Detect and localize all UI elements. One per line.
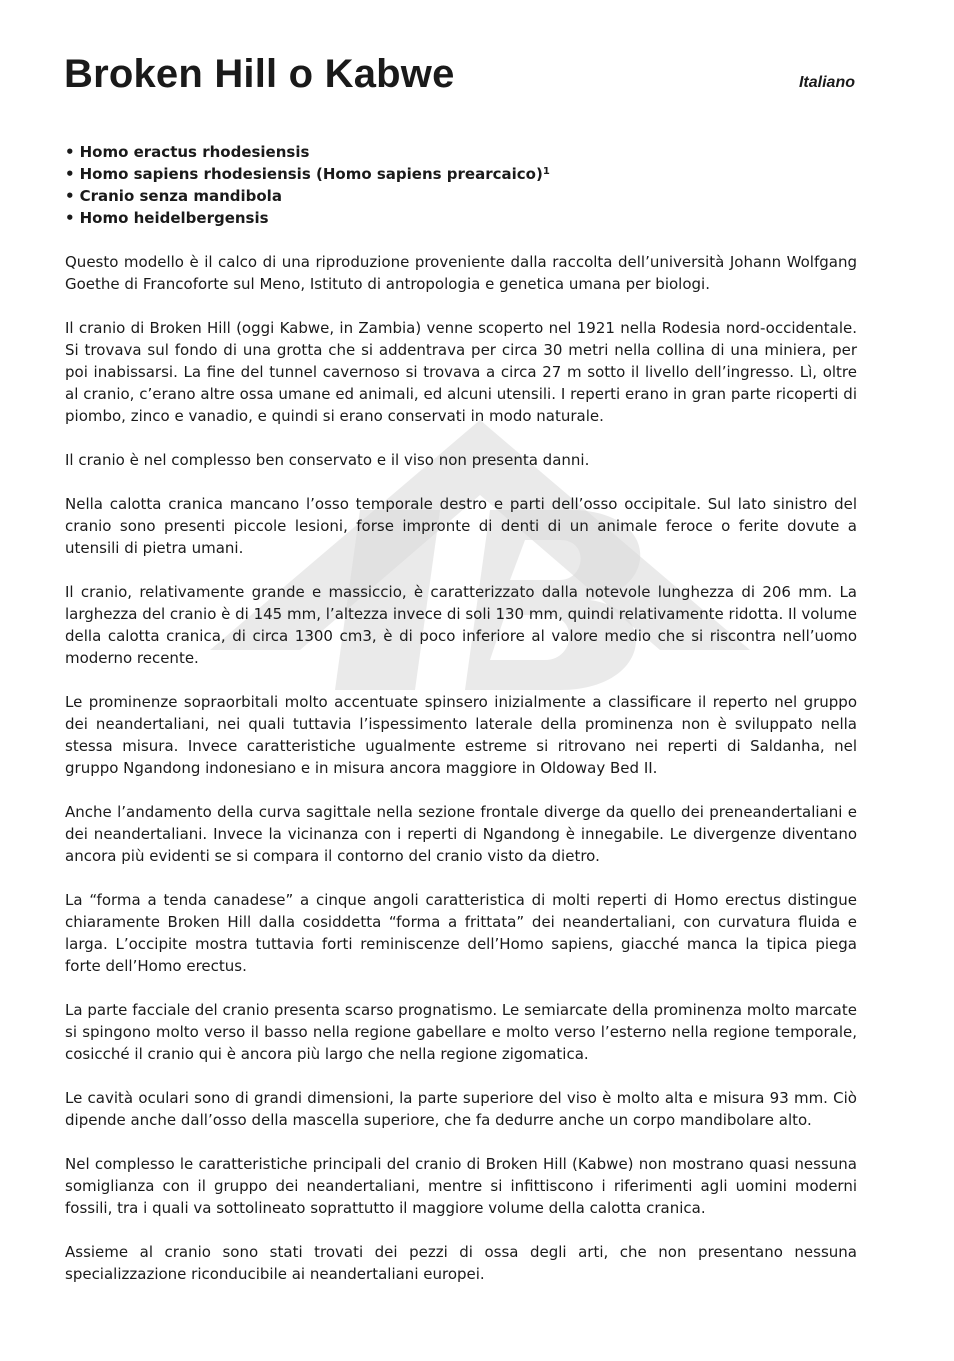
paragraph: Nella calotta cranica mancano l’osso temporale destro e parti dell’osso occipitale. Sul lato sinistro del cranio sono presenti piccole lesioni, forse impronte di denti di un animale feroce o ferite dovute a utensili di pietra umani.	[65, 495, 857, 557]
bullet-marker: •	[65, 165, 75, 183]
paragraph: La “forma a tenda canadese” a cinque angoli caratteristica di molti reperti di Homo erectus distingue chiaramente Broken Hill dalla cosiddetta “forma a frittata” dei neandertaliani, con curvatura fluida e larga. L’occipite mostra tuttavia forti reminiscenze dell’Homo sapiens, giacché manca la tipica piega forte dell’Homo erectus.	[65, 891, 857, 975]
language-label: Italiano	[798, 74, 855, 91]
paragraph: Anche l’andamento della curva sagittale nella sezione frontale diverge da quello dei preneandertaliani e dei neandertaliani. Invece la vicinanza con i reperti di Ngandong è innegabile. Le divergenze diventano ancora più evidenti se si compara il contorno del cranio visto da dietro.	[65, 803, 857, 865]
paragraphs	[65, 251, 857, 1285]
footnote-marker: 1	[542, 166, 550, 177]
list-item-text: Homo heidelbergensis	[79, 209, 269, 227]
list-item-text: Homo sapiens rhodesiensis (Homo sapiens prearcaico)	[79, 165, 543, 183]
list-item	[65, 207, 857, 229]
list-item	[65, 141, 857, 163]
paragraph: Nel complesso le caratteristiche principali del cranio di Broken Hill (Kabwe) non mostrano quasi nessuna somiglianza con il gruppo dei neandertaliani, mentre si infittiscono i riferimenti agli uomini moderni fossili, tra i quali va sottolineato soprattutto il maggiore volume della calotta cranica.	[65, 1155, 857, 1217]
document-title: Broken Hill o Kabwe	[64, 52, 455, 96]
paragraph: Il cranio di Broken Hill (oggi Kabwe, in Zambia) venne scoperto nel 1921 nella Rodesia nord-occidentale. Si trovava sul fondo di una grotta che si addentrava per circa 30 metri nella collina di una miniera, per poi inabissarsi. La fine del tunnel cavernoso si trovava a circa 27 m sotto il livello dell’ingresso. Lì, oltre al cranio, c’erano altre ossa umane ed animali, ed alcuni utensili. I reperti erano in gran parte ricoperti di piombo, zinco e vanadio, e quindi si erano conservati in modo naturale.	[65, 319, 857, 425]
bullet-marker: •	[65, 209, 75, 227]
list-item-text: Cranio senza mandibola	[79, 187, 282, 205]
paragraph: La parte facciale del cranio presenta scarso prognatismo. Le semiarcate della prominenza molto marcate si spingono molto verso il basso nella regione gabellare e molto verso l’esterno nella regione temporale, cosicché il cranio qui è ancora più largo che nella regione zigomatica.	[65, 1001, 857, 1063]
bullet-marker: •	[65, 143, 75, 161]
paragraph: Il cranio, relativamente grande e massiccio, è caratterizzato dalla notevole lunghezza di 206 mm. La larghezza del cranio è di 145 mm, l’altezza invece di soli 130 mm, quindi relativamente ridotta. Il volume della calotta cranica, di circa 1300 cm3, è di poco inferiore al valore medio che si riscontra nell’uomo moderno recente.	[65, 583, 857, 667]
bullet-marker: •	[65, 187, 75, 205]
list-item-text: Homo eractus rhodesiensis	[79, 143, 310, 161]
paragraph: Assieme al cranio sono stati trovati dei pezzi di ossa degli arti, che non presentano nessuna specializzazione riconducibile ai neandertaliani europei.	[65, 1243, 857, 1283]
classification-list	[65, 141, 857, 229]
paragraph: Il cranio è nel complesso ben conservato e il viso non presenta danni.	[65, 451, 590, 469]
list-item	[65, 185, 857, 207]
document-body	[65, 141, 857, 1307]
list-item	[65, 163, 857, 185]
paragraph: Le prominenze sopraorbitali molto accentuate spinsero inizialmente a classificare il reperto nel gruppo dei neandertaliani, nei quali tuttavia l’ispessimento laterale della prominenza non è sviluppato nella stessa misura. Invece caratteristiche ugualmente estreme si ritrovano nei reperti di Saldanha, nel gruppo Ngandong indonesiano e in misura ancora maggiore in Oldoway Bed II.	[65, 693, 857, 777]
paragraph: Questo modello è il calco di una riproduzione proveniente dalla raccolta dell’università Johann Wolfgang Goethe di Francoforte sul Meno, Istituto di antropologia e genetica umana per biologi.	[65, 253, 857, 293]
paragraph: Le cavità oculari sono di grandi dimensioni, la parte superiore del viso è molto alta e misura 93 mm. Ciò dipende anche dall’osso della mascella superiore, che fa dedurre anche un corpo mandibolare alto.	[65, 1089, 857, 1129]
